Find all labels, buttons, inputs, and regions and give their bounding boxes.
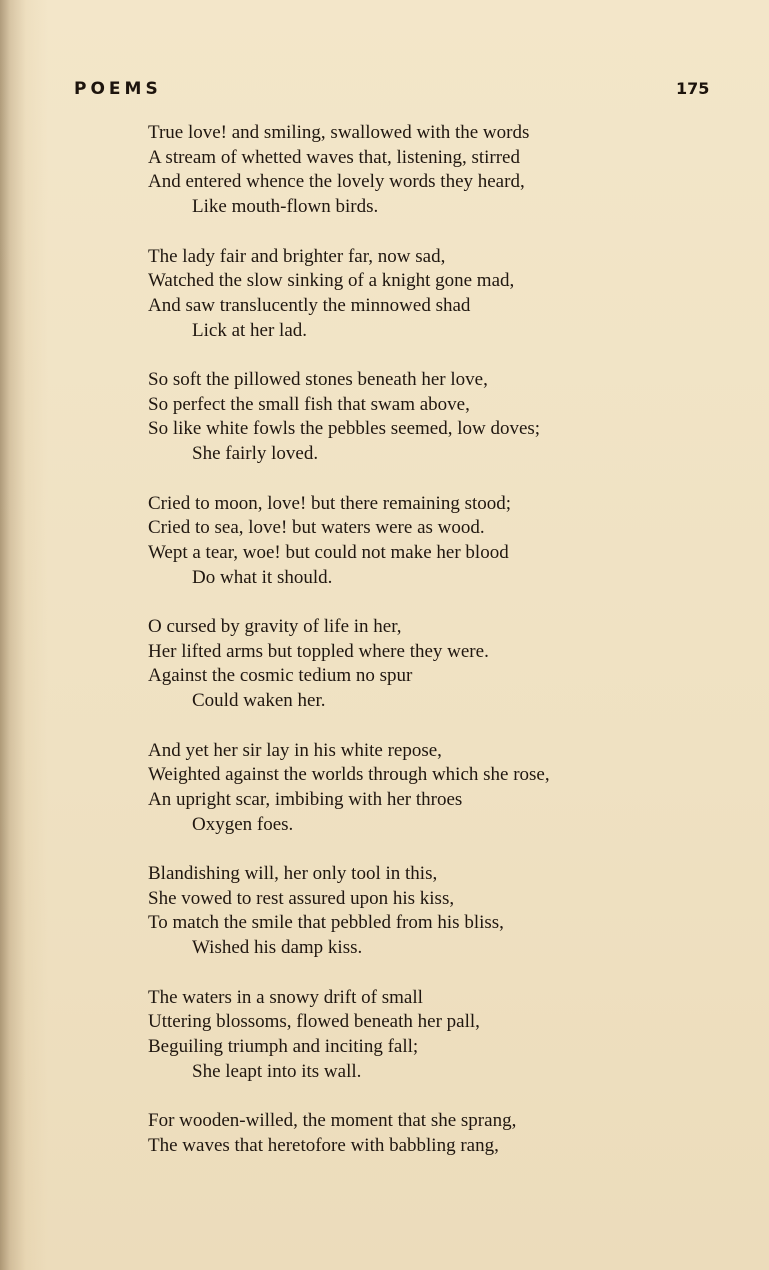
poem-line: Against the cosmic tedium no spur (148, 665, 413, 687)
stanza (148, 368, 648, 467)
poem-line: Cried to sea, love! but waters were as wood. (148, 517, 485, 539)
poem-body (148, 121, 648, 1183)
poem-line: Wished his damp kiss. (192, 937, 363, 959)
page-number: 175 (676, 79, 710, 98)
poem-line: The lady fair and brighter far, now sad, (148, 245, 446, 267)
poem-line: Oxygen foes. (192, 813, 294, 835)
poem-line: She vowed to rest assured upon his kiss, (148, 887, 455, 909)
stanza (148, 245, 648, 344)
poem-line: Uttering blossoms, flowed beneath her pall, (148, 1011, 480, 1033)
poem-line: Her lifted arms but toppled where they were. (148, 640, 489, 662)
poem-line: She leapt into its wall. (192, 1060, 362, 1082)
stanza (148, 121, 648, 220)
poem-line: O cursed by gravity of life in her, (148, 616, 402, 637)
poem-line: And yet her sir lay in his white repose, (148, 739, 442, 761)
poem-line: The waters in a snowy drift of small (148, 986, 423, 1008)
poem-line: Cried to moon, love! but there remaining stood; (148, 492, 512, 514)
poem-line: Could waken her. (192, 690, 326, 712)
poem-line: Beguiling triumph and inciting fall; (148, 1035, 419, 1057)
stanza (148, 862, 648, 961)
poem-line: She fairly loved. (192, 443, 319, 465)
poem-line: Weighted against the worlds through which she rose, (148, 764, 550, 786)
poem-line: So like white fowls the pebbles seemed, low doves; (148, 418, 541, 440)
poem-line: The waves that heretofore with babbling rang, (148, 1134, 499, 1156)
poem-line: To match the smile that pebbled from his bliss, (148, 912, 504, 934)
poem-line: Like mouth-flown birds. (192, 196, 379, 218)
stanza (148, 739, 648, 838)
poem-line: So perfect the small fish that swam above, (148, 393, 470, 415)
poem-line: And entered whence the lovely words they heard, (148, 171, 525, 193)
poem-line: For wooden-willed, the moment that she sprang, (148, 1110, 517, 1131)
poem-line: True love! and smiling, swallowed with the words (148, 122, 530, 143)
poem-line: Watched the slow sinking of a knight gone mad, (148, 270, 515, 292)
stanza (148, 1109, 648, 1158)
poem-line: Lick at her lad. (192, 319, 308, 341)
poem-line: And saw translucently the minnowed shad (148, 294, 471, 316)
poem-line: An upright scar, imbibing with her throes (148, 788, 463, 810)
poem-line: Wept a tear, woe! but could not make her blood (148, 541, 509, 563)
stanza (148, 986, 648, 1085)
poem-line: Blandishing will, her only tool in this, (148, 863, 438, 884)
poem-line: Do what it should. (192, 566, 333, 588)
running-head: POEMS (74, 79, 162, 99)
poem-line: A stream of whetted waves that, listening, stirred (148, 146, 520, 168)
stanza (148, 615, 648, 714)
poem-line: So soft the pillowed stones beneath her love, (148, 369, 488, 390)
stanza (148, 492, 648, 591)
